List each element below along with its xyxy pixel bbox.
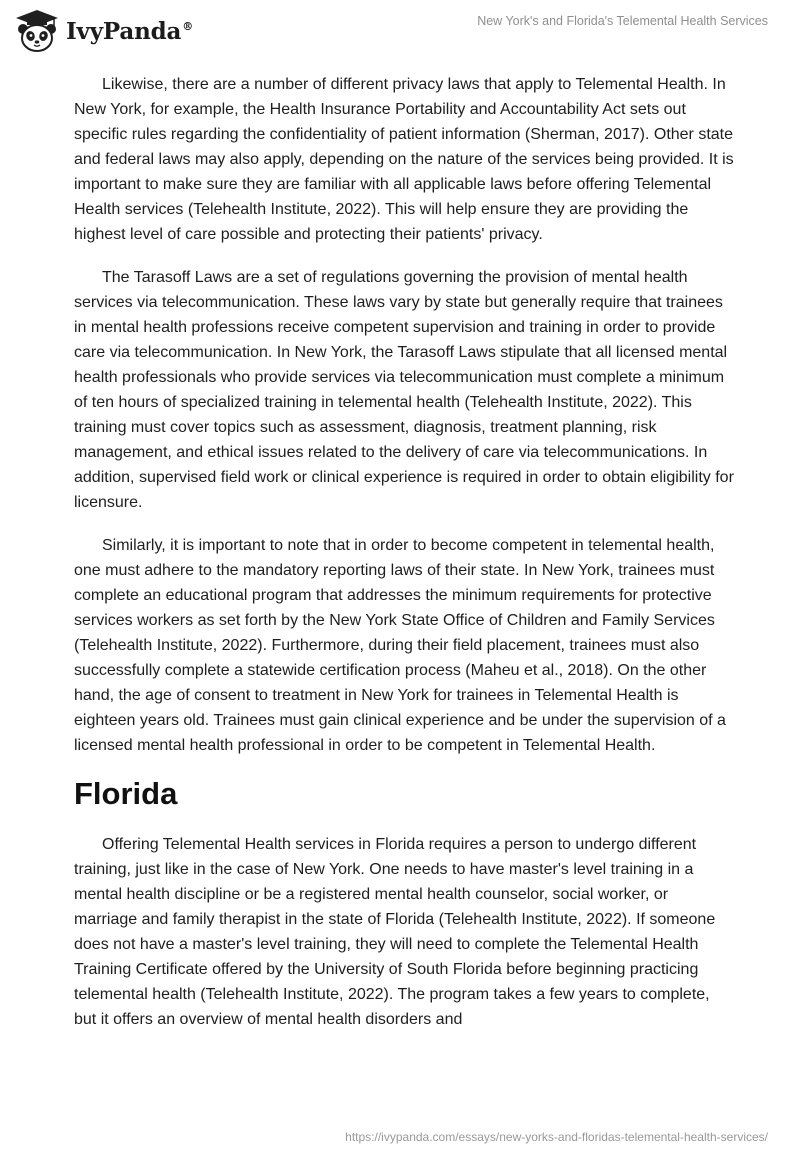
- brand-name: IvyPanda®: [66, 17, 193, 45]
- section-heading-florida: Florida: [74, 776, 178, 811]
- paragraph-florida-training: Offering Telemental Health services in Florida requires a person to undergo different training, just like in the case of New York. One needs to have master's level training in a mental health discipline or be a registered mental health counselor, social worker, or marriage and family therapist in the state of Florida (Telehealth Institute, 2022). If someone does not have a master's level training, they will need to complete the Telemental Health Training Certificate offered by the University of South Florida before beginning practicing telemental health (Telehealth Institute, 2022). The program takes a few years to complete, but it offers an overview of mental health disorders and: [74, 836, 716, 1028]
- brand-logo[interactable]: [14, 8, 193, 54]
- document-title: New York's and Florida's Telemental Health Services: [477, 14, 768, 28]
- page-header: [0, 0, 800, 60]
- source-url[interactable]: https://ivypanda.com/essays/new-yorks-and-floridas-telemental-health-services/: [345, 1130, 768, 1144]
- panda-graduate-icon: [14, 8, 60, 54]
- paragraph-privacy-laws: Likewise, there are a number of different privacy laws that apply to Telemental Health. In New York, for example, the Health Insurance Portability and Accountability Act sets out specific rules regarding the confidentiality of patient information (Sherman, 2017). Other state and federal laws may also apply, depending on the nature of the services being provided. It is important to make sure they are familiar with all applicable laws before offering Telemental Health services (Telehealth Institute, 2022). This will help ensure they are providing the highest level of care possible and protecting their patients' privacy.: [74, 76, 734, 243]
- paragraph-mandatory-reporting: Similarly, it is important to note that in order to become competent in telemental health, one must adhere to the mandatory reporting laws of their state. In New York, trainees must complete an educational program that addresses the minimum requirements for protective services workers as set forth by the New York State Office of Children and Family Services (Telehealth Institute, 2022). Furthermore, during their field placement, trainees must also successfully complete a statewide certification process (Maheu et al., 2018). On the other hand, the age of consent to treatment in New York for trainees in Telemental Health is eighteen years old. Trainees must gain clinical experience and be under the supervision of a licensed mental health professional in order to be competent in Telemental Health.: [74, 537, 726, 754]
- registered-mark: ®: [182, 19, 193, 33]
- article-body: [74, 72, 734, 1050]
- paragraph-tarasoff-laws: The Tarasoff Laws are a set of regulations governing the provision of mental health services via telecommunication. These laws vary by state but generally require that trainees in mental health professions receive competent supervision and training in order to provide care via telecommunication. In New York, the Tarasoff Laws stipulate that all licensed mental health professionals who provide services via telecommunication must complete a minimum of ten hours of specialized training in telemental health (Telehealth Institute, 2022). This training must cover topics such as assessment, diagnosis, treatment planning, risk management, and ethical issues related to the delivery of care via telecommunications. In addition, supervised field work or clinical experience is required in order to obtain eligibility for licensure.: [74, 269, 734, 511]
